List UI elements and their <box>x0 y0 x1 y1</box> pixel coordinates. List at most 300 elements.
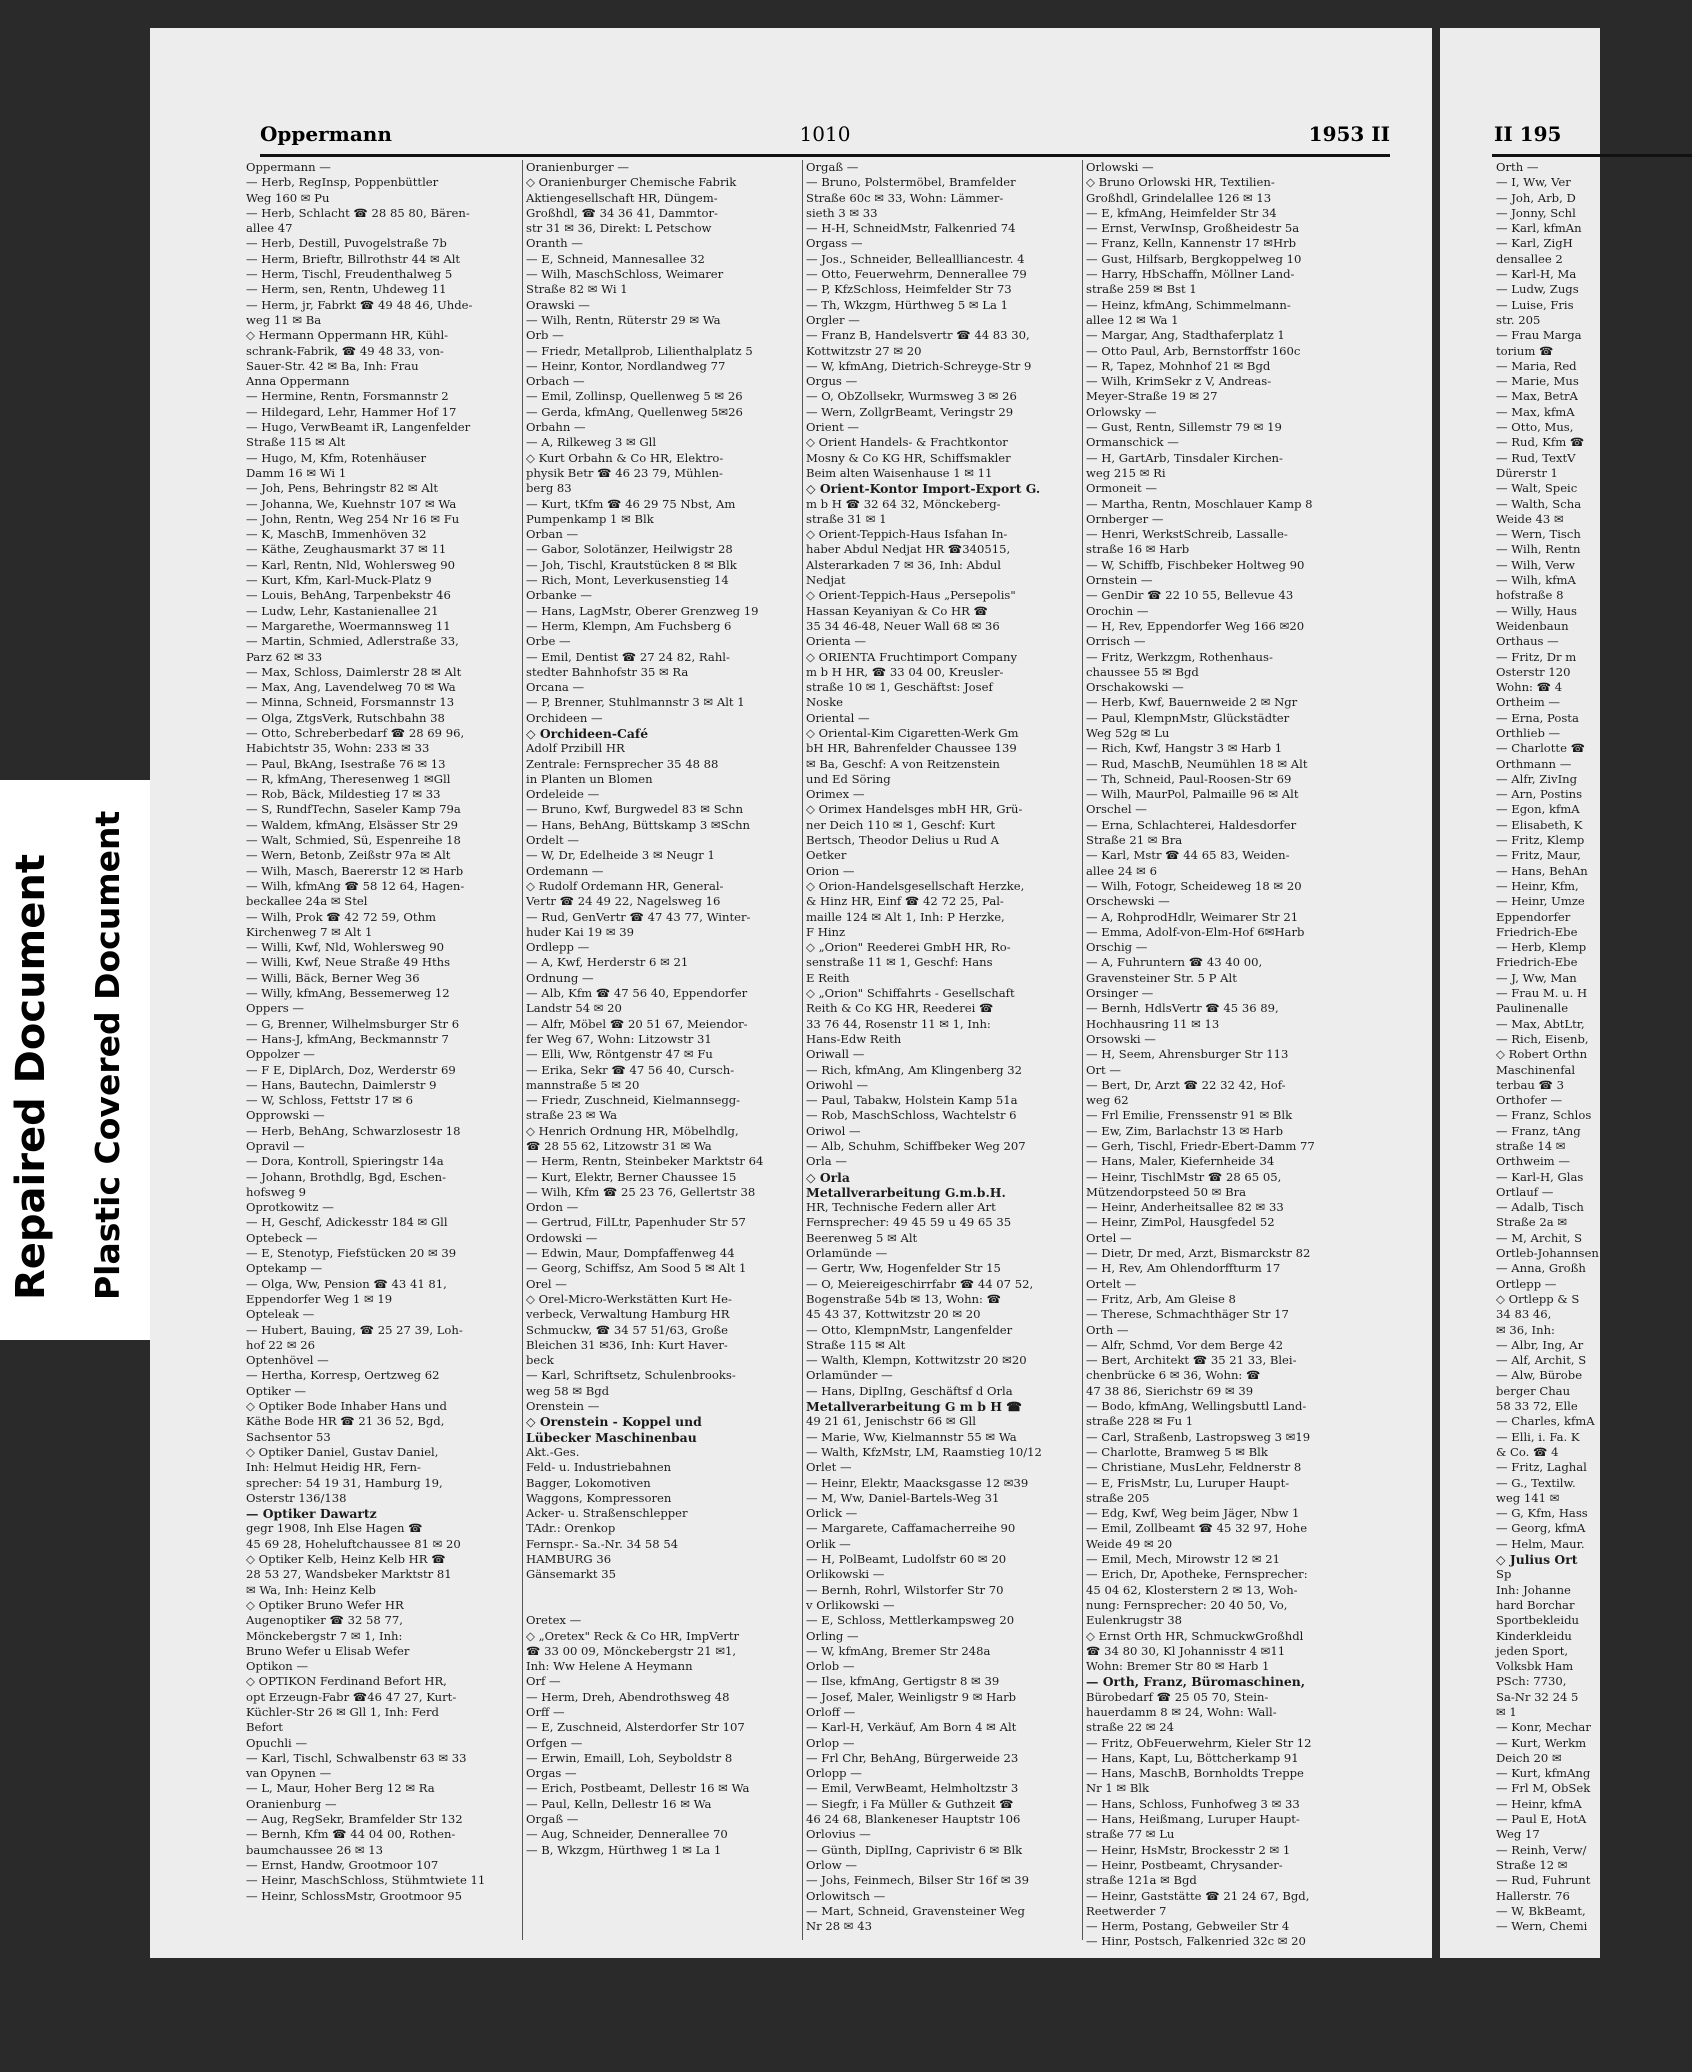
directory-entry-line: Hans-Edw Reith <box>806 1031 902 1046</box>
directory-entry-line: Akt.-Ges. <box>526 1444 580 1459</box>
directory-entry-line: 45 43 37, Kottwitzstr 20 ✉ 20 <box>806 1307 981 1322</box>
directory-entry-line: — Frau M. u. H <box>1496 986 1588 1001</box>
directory-entry-line: Beim alten Waisenhause 1 ✉ 11 <box>806 465 993 480</box>
directory-entry-line: — Alfr, Möbel ☎ 20 51 67, Meiendor- <box>526 1016 748 1031</box>
directory-entry-line: — Alfr, Schmd, Vor dem Berge 42 <box>1086 1337 1284 1352</box>
adjacent-page-header-text: II 195 <box>1494 122 1562 146</box>
directory-entry-line: — M, Archit, S <box>1496 1230 1583 1245</box>
directory-entry-line: ◇ Orchideen-Café <box>526 725 649 741</box>
directory-entry-line: — Fritz, Klemp <box>1496 833 1585 848</box>
directory-entry-line: Straße 12 ✉ <box>1496 1857 1568 1872</box>
directory-entry-line: Ornstein — <box>1086 573 1153 588</box>
directory-entry-line: Orlob — <box>806 1659 855 1674</box>
directory-entry-line: densallee 2 <box>1496 251 1563 266</box>
directory-entry-line: — Paul, BkAng, Isestraße 76 ✉ 13 <box>246 756 446 771</box>
directory-entry-line: Inh: Helmut Heidig HR, Fern- <box>246 1460 421 1475</box>
directory-entry-line: chenbrücke 6 ✉ 36, Wohn: ☎ <box>1086 1368 1261 1383</box>
directory-entry-line: — Herm, sen, Rentn, Uhdeweg 11 <box>246 282 447 297</box>
directory-entry-line: — R, kfmAng, Theresenweg 1 ✉Gll <box>246 771 451 786</box>
directory-entry-line: ☎ 34 80 30, Kl Johannisstr 4 ✉11 <box>1086 1643 1286 1658</box>
directory-entry-line: ◇ Hermann Oppermann HR, Kühl- <box>246 328 449 343</box>
directory-entry-line: Meyer-Straße 19 ✉ 27 <box>1086 389 1218 404</box>
directory-entry-line: Orchideen — <box>526 710 603 725</box>
directory-entry-line: Straße 115 ✉ Alt <box>246 435 346 450</box>
directory-entry-line: Friedrich-Ebe <box>1496 924 1578 939</box>
directory-entry-line: — Gerda, kfmAng, Quellenweg 5✉26 <box>526 404 743 419</box>
directory-entry-line: Käthe Bode HR ☎ 21 36 52, Bgd, <box>246 1414 445 1429</box>
directory-entry-line: 28 53 27, Wandsbeker Marktstr 81 <box>246 1567 452 1582</box>
directory-entry-line: Oriental — <box>806 710 870 725</box>
directory-page <box>150 28 1432 1958</box>
directory-entry-line: sprecher: 54 19 31, Hamburg 19, <box>246 1475 443 1490</box>
directory-entry-line: 33 76 44, Rosenstr 11 ✉ 1, Inh: <box>806 1016 991 1031</box>
directory-entry-line: Ormoneit — <box>1086 481 1157 496</box>
directory-entry-line: — H, Rev, Eppendorfer Weg 166 ✉20 <box>1086 618 1305 633</box>
directory-entry-line: hard Borchar <box>1496 1597 1575 1612</box>
directory-entry-line: Sa-Nr 32 24 5 <box>1496 1689 1579 1704</box>
directory-entry-line: Reith & Co KG HR, Reederei ☎ <box>806 1001 994 1016</box>
directory-entry-line: Maschinenfal <box>1496 1062 1576 1077</box>
directory-entry-line: weg 58 ✉ Bgd <box>526 1383 610 1398</box>
directory-entry-line: und Ed Söring <box>806 771 891 786</box>
directory-entry-line: — Gertrud, FilLtr, Papenhuder Str 57 <box>526 1215 746 1230</box>
directory-entry-line: Friedrich-Ebe <box>1496 955 1578 970</box>
directory-entry-line: — Heinr, MaschSchloss, Stühmtwiete 11 <box>246 1873 486 1888</box>
directory-entry-line: — Albr, Ing, Ar <box>1496 1337 1584 1352</box>
directory-entry-line: — Wern, Tisch <box>1496 527 1581 542</box>
directory-entry-line: — Bert, Dr, Arzt ☎ 22 32 42, Hof- <box>1086 1077 1286 1092</box>
directory-entry-line: Bleichen 31 ✉36, Inh: Kurt Haver- <box>526 1337 728 1352</box>
directory-entry-line: HR, Technische Federn aller Art <box>806 1200 996 1215</box>
directory-entry-line: m b H HR, ☎ 33 04 00, Kreusler- <box>806 664 1004 679</box>
directory-entry-line: — W, Schiffb, Fischbeker Holtweg 90 <box>1086 557 1305 572</box>
directory-entry-line: & Co. ☎ 4 <box>1496 1444 1559 1459</box>
directory-entry-line: ◇ Ortlepp & S <box>1496 1291 1580 1306</box>
directory-entry-line: — Hinr, Postsch, Falkenried 32c ✉ 20 <box>1086 1934 1306 1949</box>
directory-entry-line: Optiker — <box>246 1383 307 1398</box>
directory-entry-line: huder Kai 19 ✉ 39 <box>526 924 635 939</box>
directory-entry-line: — Paul E, HotA <box>1496 1812 1587 1827</box>
directory-entry-line: Orion — <box>806 863 855 878</box>
directory-entry-line: — W, Schloss, Fettstr 17 ✉ 6 <box>246 1093 414 1108</box>
directory-entry-line: Oprotkowitz — <box>246 1200 334 1215</box>
directory-entry-line: 45 69 28, Hoheluftchaussee 81 ✉ 20 <box>246 1536 461 1551</box>
directory-entry-line: — Rud, MaschB, Neumühlen 18 ✉ Alt <box>1086 756 1308 771</box>
directory-entry-line: Orban — <box>526 527 579 542</box>
directory-entry-line: Orsowski — <box>1086 1031 1156 1046</box>
directory-entry-line: Bogenstraße 54b ✉ 13, Wohn: ☎ <box>806 1291 1002 1306</box>
directory-entry-line: Orloff — <box>806 1704 856 1719</box>
directory-entry-line: weg 215 ✉ Ri <box>1086 465 1166 480</box>
directory-entry-line: Vertr ☎ 24 49 22, Nagelsweg 16 <box>526 894 721 909</box>
directory-entry-line: 46 24 68, Blankeneser Hauptstr 106 <box>806 1812 1021 1827</box>
directory-entry-line: ◇ ORIENTA Fruchtimport Company <box>806 649 1018 664</box>
directory-entry-line: — Wern, Chemi <box>1496 1919 1588 1934</box>
directory-entry-line: — Alfr, ZivIng <box>1496 771 1578 786</box>
directory-entry-line: ◇ „Orion" Reederei GmbH HR, Ro- <box>806 940 1011 955</box>
directory-entry-line: — Charles, kfmA <box>1496 1414 1595 1429</box>
directory-entry-line: Orthmann — <box>1496 756 1572 771</box>
directory-entry-line: Ortlepp — <box>1496 1276 1557 1291</box>
directory-entry-line: Augenoptiker ☎ 32 58 77, <box>246 1613 403 1628</box>
directory-entry-line: Orgass — <box>806 236 863 251</box>
directory-entry-line: straße 22 ✉ 24 <box>1086 1720 1174 1735</box>
directory-entry-line: Ortlauf — <box>1496 1184 1554 1199</box>
directory-entry-line: weg 141 ✉ <box>1496 1490 1560 1505</box>
directory-entry-line: v Orlikowski — <box>806 1597 895 1612</box>
directory-entry-line: — Frl Chr, BehAng, Bürgerweide 23 <box>806 1750 1019 1765</box>
directory-entry-line: — Ernst, Handw, Grootmoor 107 <box>246 1857 439 1872</box>
directory-entry-line: F Hinz <box>806 924 846 939</box>
directory-entry-line: ◇ Orla <box>806 1169 850 1185</box>
directory-entry-line: — Frl Emilie, Frenssenstr 91 ✉ Blk <box>1086 1108 1293 1123</box>
directory-entry-line: ◇ „Orion" Schiffahrts - Gesellschaft <box>806 986 1015 1001</box>
directory-entry-line: — Erich, Dr, Apotheke, Fernsprecher: <box>1086 1567 1308 1582</box>
directory-entry-line: Feld- u. Industriebahnen <box>526 1460 672 1475</box>
directory-entry-line: Orlamünder — <box>806 1368 893 1383</box>
directory-entry-line: — Ludw, Lehr, Kastanienallee 21 <box>246 603 439 618</box>
directory-entry-line: allee 12 ✉ Wa 1 <box>1086 312 1179 327</box>
directory-entry-line: Weg 160 ✉ Pu <box>246 190 330 205</box>
directory-entry-line: — Georg, Schiffsz, Am Sood 5 ✉ Alt 1 <box>526 1261 747 1276</box>
directory-entry-line: — Minna, Schneid, Forsmannstr 13 <box>246 695 455 710</box>
archive-stamp-panel <box>0 780 150 1340</box>
directory-entry-line: Eppendorfer Weg 1 ✉ 19 <box>246 1291 393 1306</box>
directory-entry-line: — A, Rilkeweg 3 ✉ Gll <box>526 435 657 450</box>
directory-entry-line: — Wern, ZollgrBeamt, Veringstr 29 <box>806 404 1014 419</box>
directory-entry-line: Orlovius — <box>806 1827 871 1842</box>
directory-entry-line: in Planten un Blomen <box>526 771 653 786</box>
directory-entry-line: ◇ Orenstein - Koppel und <box>526 1414 702 1430</box>
directory-entry-line: — Johanna, We, Kuehnstr 107 ✉ Wa <box>246 496 457 511</box>
directory-entry-line: — Franz B, Handelsvertr ☎ 44 83 30, <box>806 328 1030 343</box>
directory-entry-line: Mönckebergstr 7 ✉ 1, Inh: <box>246 1628 403 1643</box>
directory-entry-line: Weg 52g ✉ Lu <box>1086 725 1170 740</box>
directory-entry-line: ◇ Orient-Teppich-Haus Isfahan In- <box>806 527 1008 542</box>
directory-entry-line: — Heinr, Gaststätte ☎ 21 24 67, Bgd, <box>1086 1888 1310 1903</box>
directory-entry-line: — Hans, Schloss, Funhofweg 3 ✉ 33 <box>1086 1796 1300 1811</box>
directory-entry-line: — Gerh, Tischl, Friedr-Ebert-Damm 77 <box>1086 1139 1315 1153</box>
directory-entry-line: m b H ☎ 32 64 32, Mönckeberg- <box>806 496 1001 511</box>
directory-entry-line: schrank-Fabrik, ☎ 49 48 33, von- <box>246 343 444 358</box>
directory-entry-line: — Herm, Brieftr, Billrothstr 44 ✉ Alt <box>246 251 461 266</box>
directory-entry-line: — P, KfzSchloss, Heimfelder Str 73 <box>806 282 1012 297</box>
directory-entry-line: ◇ Optiker Daniel, Gustav Daniel, <box>246 1444 439 1459</box>
directory-entry-line: Parz 62 ✉ 33 <box>246 649 323 664</box>
directory-entry-line: Straße 2a ✉ <box>1496 1215 1568 1230</box>
directory-entry-line: — Hans-J, kfmAng, Beckmannstr 7 <box>246 1031 449 1046</box>
directory-entry-line: straße 23 ✉ Wa <box>526 1108 618 1123</box>
directory-entry-line: — Joh, Pens, Behringstr 82 ✉ Alt <box>246 481 439 496</box>
directory-entry-line: — Helm, Maur. <box>1496 1536 1585 1551</box>
directory-entry-line: Opravil — <box>246 1139 305 1153</box>
directory-entry-line: HAMBURG 36 <box>526 1552 612 1567</box>
directory-column-3 <box>806 160 1081 1940</box>
directory-entry-line: Bruno Wefer u Elisab Wefer <box>246 1643 410 1658</box>
directory-entry-line: ◇ Kurt Orbahn & Co HR, Elektro- <box>526 450 724 465</box>
directory-entry-line: — Walt, Speic <box>1496 481 1578 496</box>
adjacent-page-column <box>1496 160 1606 1940</box>
directory-entry-line: — Walt, Schmied, Sü, Espenreihe 18 <box>246 833 461 848</box>
directory-entry-line: Großhdl, Grindelallee 126 ✉ 13 <box>1086 190 1272 205</box>
directory-entry-line: — H, GartArb, Tinsdaler Kirchen- <box>1086 450 1283 465</box>
directory-entry-line: Orgas — <box>526 1766 577 1781</box>
directory-entry-line: opt Erzeugn-Fabr ☎46 47 27, Kurt- <box>246 1689 457 1704</box>
directory-entry-line: Orschig — <box>1086 940 1148 955</box>
directory-entry-line: beckallee 24a ✉ Stel <box>246 894 368 909</box>
directory-entry-line: Orthaus — <box>1496 634 1559 649</box>
directory-entry-line: ◇ Orient-Kontor Import-Export G. <box>806 481 1041 497</box>
directory-entry-line: Beerenweg 5 ✉ Alt <box>806 1230 918 1245</box>
directory-entry-line: bH HR, Bahrenfelder Chaussee 139 <box>806 741 1017 756</box>
directory-entry-line: Orient — <box>806 420 860 435</box>
directory-entry-line: — Karl, Schriftsetz, Schulenbrooks- <box>526 1368 736 1383</box>
directory-entry-line: Opteleak — <box>246 1307 315 1322</box>
page-header <box>260 116 1390 157</box>
directory-entry-line: haber Abdul Nedjat HR ☎340515, <box>806 542 1011 557</box>
directory-entry-line: — Max, Ang, Lavendelweg 70 ✉ Wa <box>246 680 456 695</box>
directory-entry-line: Orbanke — <box>526 588 593 603</box>
directory-entry-line: — Wern, Betonb, Zeißstr 97a ✉ Alt <box>246 848 451 863</box>
directory-entry-line <box>526 1598 801 1613</box>
adjacent-page-header <box>1492 116 1692 157</box>
directory-entry-line: ◇ Orion-Handelsgesellschaft Herzke, <box>806 878 1025 893</box>
directory-entry-line: — Frl M, ObSek <box>1496 1781 1591 1796</box>
directory-entry-line: — Kurt, Kfm, Karl-Muck-Platz 9 <box>246 573 432 588</box>
directory-entry-line: Orlowsky — <box>1086 404 1157 419</box>
directory-entry-line: beck <box>526 1353 554 1368</box>
directory-entry-line: — Alb, Kfm ☎ 47 56 40, Eppendorfer <box>526 986 748 1001</box>
directory-entry-line: — Jonny, Schl <box>1496 205 1576 220</box>
directory-entry-line: — Max, Schloss, Daimlerstr 28 ✉ Alt <box>246 664 462 679</box>
directory-entry-line: — Erika, Sekr ☎ 47 56 40, Cursch- <box>526 1062 735 1077</box>
directory-entry-line: — O, ObZollsekr, Wurmsweg 3 ✉ 26 <box>806 389 1017 404</box>
directory-entry-line: — Hans, Heißmang, Luruper Haupt- <box>1086 1812 1300 1827</box>
repaired-document-label: Repaired Document <box>8 854 54 1300</box>
directory-entry-line: — Heinr, TischlMstr ☎ 28 65 05, <box>1086 1169 1282 1184</box>
directory-entry-line: — S, RundfTechn, Saseler Kamp 79a <box>246 802 461 817</box>
directory-entry-line: — Dietr, Dr med, Arzt, Bismarckstr 82 <box>1086 1246 1311 1261</box>
directory-entry-line: — Margarethe, Woermannsweg 11 <box>246 618 451 633</box>
directory-entry-line: — W, Dr, Edelheide 3 ✉ Neugr 1 <box>526 848 715 863</box>
directory-entry-line: Orthofer — <box>1496 1093 1563 1108</box>
directory-entry-line: straße 228 ✉ Fu 1 <box>1086 1414 1194 1429</box>
directory-entry-line: — Heinr, Umze <box>1496 894 1585 909</box>
directory-entry-line: Orgler — <box>806 312 860 327</box>
directory-entry-line: allee 47 <box>246 221 293 236</box>
directory-entry-line: Mosny & Co KG HR, Schiffsmakler <box>806 450 1011 465</box>
directory-entry-line: — Maria, Red <box>1496 358 1577 373</box>
directory-entry-line: — Egon, kfmA <box>1496 802 1580 817</box>
directory-entry-line: — Georg, kfmA <box>1496 1521 1586 1536</box>
directory-entry-line: Oretex — <box>526 1613 582 1628</box>
directory-entry-line: Inh: Johanne <box>1496 1582 1571 1597</box>
directory-entry-line: — Franz, Schlos <box>1496 1108 1592 1123</box>
directory-entry-line: — Elisabeth, K <box>1496 817 1583 832</box>
directory-entry-line: ◇ „Oretex" Reck & Co HR, ImpVertr <box>526 1628 740 1643</box>
directory-entry-line: Inh: Ww Helene A Heymann <box>526 1659 693 1674</box>
directory-entry-line: Orschewski — <box>1086 894 1170 909</box>
directory-entry-line: — Hans, LagMstr, Oberer Grenzweg 19 <box>526 603 759 618</box>
directory-entry-line: — Olga, Ww, Pension ☎ 43 41 81, <box>246 1276 447 1291</box>
directory-entry-line: — Heinz, kfmAng, Schimmelmann- <box>1086 297 1291 312</box>
directory-entry-line: Schmuckw, ☎ 34 57 51/63, Große <box>526 1322 728 1337</box>
directory-entry-line: ✉ Wa, Inh: Heinz Kelb <box>246 1582 376 1597</box>
directory-entry-line: — E, kfmAng, Heimfelder Str 34 <box>1086 205 1277 220</box>
column-divider <box>1082 160 1083 1940</box>
directory-entry-line: — Ew, Zim, Barlachstr 13 ✉ Harb <box>1086 1123 1284 1138</box>
directory-entry-line: Orth — <box>1496 160 1539 174</box>
directory-entry-line: ◇ Optiker Bode Inhaber Hans und <box>246 1399 447 1414</box>
directory-entry-line: Sp <box>1496 1567 1512 1582</box>
directory-entry-line: — Karl-H, Ma <box>1496 267 1577 282</box>
directory-entry-line: — Ludw, Zugs <box>1496 282 1579 297</box>
directory-entry-line: — Herb, Klemp <box>1496 940 1587 955</box>
directory-entry-line: — Kurt, kfmAng <box>1496 1766 1591 1781</box>
directory-entry-line: — Willi, Kwf, Neue Straße 49 Hths <box>246 955 451 970</box>
directory-entry-line: — Franz, Kelln, Kannenstr 17 ✉Hrb <box>1086 236 1297 251</box>
directory-entry-line: — Fritz, Dr m <box>1496 649 1577 664</box>
directory-entry-line: Opuchli — <box>246 1735 308 1750</box>
directory-entry-line: Pumpenkamp 1 ✉ Blk <box>526 511 654 526</box>
directory-entry-line: Nr 1 ✉ Blk <box>1086 1781 1150 1796</box>
directory-entry-line: — H, PolBeamt, Ludolfstr 60 ✉ 20 <box>806 1552 1007 1567</box>
directory-entry-line: ✉ 36, Inh: <box>1496 1322 1555 1337</box>
directory-entry-line: — Elli, i. Fa. K <box>1496 1429 1580 1444</box>
directory-entry-line: — Emil, Dentist ☎ 27 24 82, Rahl- <box>526 649 730 664</box>
directory-entry-line: Bagger, Lokomotiven <box>526 1475 651 1490</box>
directory-entry-line: — Martin, Schmied, Adlerstraße 33, <box>246 634 459 649</box>
directory-entry-line: Optenhövel — <box>246 1353 329 1368</box>
directory-entry-line: — Ilse, kfmAng, Gertigstr 8 ✉ 39 <box>806 1674 1000 1689</box>
directory-entry-line: jeden Sport, <box>1496 1643 1569 1658</box>
directory-entry-line: — Fritz, Laghal <box>1496 1460 1587 1475</box>
directory-entry-line: — Hugo, M, Kfm, Rotenhäuser <box>246 450 427 465</box>
directory-entry-line: — Otto, Schreberbedarf ☎ 28 69 96, <box>246 725 465 740</box>
directory-entry-line: — Walth, Klempn, Kottwitzstr 20 ✉20 <box>806 1353 1027 1368</box>
directory-entry-line: — Otto Paul, Arb, Bernstorffstr 160c <box>1086 343 1301 358</box>
directory-entry-line: — Olga, ZtgsVerk, Rutschbahn 38 <box>246 710 445 725</box>
directory-entry-line: Optekamp — <box>246 1261 323 1276</box>
directory-entry-line: hauerdamm 8 ✉ 24, Wohn: Wall- <box>1086 1704 1277 1719</box>
directory-entry-line: Anna Oppermann <box>246 374 350 389</box>
directory-entry-line: ◇ Optiker Kelb, Heinz Kelb HR ☎ <box>246 1552 446 1567</box>
directory-entry-line: — Hans, DiplIng, Geschäftsf d Orla <box>806 1383 1013 1398</box>
directory-entry-line: — Wilh, kfmAng ☎ 58 12 64, Hagen- <box>246 878 465 893</box>
directory-entry-line: Kirchenweg 7 ✉ Alt 1 <box>246 924 373 939</box>
directory-entry-line: — Fritz, Maur, <box>1496 848 1581 863</box>
directory-entry-line: — Bernh, Kfm ☎ 44 04 00, Rothen- <box>246 1827 456 1842</box>
directory-entry-line: — Hans, BehAn <box>1496 863 1588 878</box>
directory-entry-line: ◇ OPTIKON Ferdinand Befort HR, <box>246 1674 447 1689</box>
directory-entry-line: — Orth, Franz, Büromaschinen, <box>1086 1674 1306 1690</box>
directory-entry-line: — Heinr, Postbeamt, Chrysander- <box>1086 1857 1283 1872</box>
directory-entry-line: — Edwin, Maur, Dompfaffenweg 44 <box>526 1246 735 1261</box>
directory-entry-line: 49 21 61, Jenischstr 66 ✉ Gll <box>806 1414 976 1429</box>
directory-entry-line: — Emil, VerwBeamt, Helmholtzstr 3 <box>806 1781 1019 1796</box>
directory-entry-line: Osterstr 136/138 <box>246 1490 347 1505</box>
directory-entry-line: berger Chau <box>1496 1383 1571 1398</box>
directory-entry-line: Oriwall — <box>806 1047 865 1062</box>
directory-entry-line: — Otto, Feuerwehrm, Dennerallee 79 <box>806 267 1027 282</box>
directory-entry-line: Sportbekleidu <box>1496 1613 1580 1628</box>
directory-entry-line: — Louis, BehAng, Tarpenbekstr 46 <box>246 588 451 603</box>
directory-entry-line: Oriwohl — <box>806 1077 869 1092</box>
directory-entry-line: Gänsemarkt 35 <box>526 1567 617 1582</box>
directory-entry-line: — Paul, KlempnMstr, Glückstädter <box>1086 710 1290 725</box>
directory-entry-line: — Anna, Großh <box>1496 1261 1586 1276</box>
directory-entry-line: — Rich, Mont, Leverkusenstieg 14 <box>526 573 729 588</box>
directory-entry-line: Orff — <box>526 1704 565 1719</box>
directory-entry-line: — Alb, Schuhm, Schiffbeker Weg 207 <box>806 1139 1026 1153</box>
directory-entry-line: ☎ 28 55 62, Litzowstr 31 ✉ Wa <box>526 1139 712 1153</box>
directory-entry-line: hofsweg 9 <box>246 1184 306 1199</box>
directory-entry-line: — Joh, Arb, D <box>1496 190 1576 205</box>
directory-entry-line: — Karl, Rentn, Nld, Wohlersweg 90 <box>246 557 455 572</box>
directory-entry-line: Ordeleide — <box>526 787 600 802</box>
directory-entry-line: — Friedr, Zuschneid, Kielmannsegg- <box>526 1093 741 1108</box>
directory-entry-line: Habichtstr 35, Wohn: 233 ✉ 33 <box>246 741 430 756</box>
directory-entry-line: — Christiane, MusLehr, Feldnerstr 8 <box>1086 1460 1302 1475</box>
directory-entry-line: — Emil, Zollbeamt ☎ 45 32 97, Hohe <box>1086 1521 1308 1536</box>
directory-entry-line: — Rob, MaschSchloss, Wachtelstr 6 <box>806 1108 1017 1123</box>
directory-entry-line: weg 62 <box>1086 1093 1129 1108</box>
directory-entry-line: — Hugo, VerwBeamt iR, Langenfelder <box>246 420 471 435</box>
adjacent-page-fragment <box>1440 28 1600 1958</box>
directory-entry-line: — Franz, tAng <box>1496 1123 1581 1138</box>
directory-entry-line: Orbahn — <box>526 420 586 435</box>
directory-entry-line: Oppolzer — <box>246 1047 315 1062</box>
directory-entry-line: Sachsentor 53 <box>246 1429 331 1444</box>
directory-entry-line: Weidenbaun <box>1496 618 1569 633</box>
directory-entry-line: ◇ Orient-Teppich-Haus „Persepolis" <box>806 588 1016 603</box>
directory-entry-line: ◇ Henrich Ordnung HR, Möbelhdlg, <box>526 1123 739 1138</box>
directory-entry-line: — Marie, Mus <box>1496 374 1579 389</box>
directory-entry-line: Adolf Przibill HR <box>526 741 625 756</box>
directory-entry-line: terbau ☎ 3 <box>1496 1077 1565 1092</box>
directory-entry-line: — Hans, MaschB, Bornholdts Treppe <box>1086 1766 1304 1781</box>
directory-entry-line: — Karl-H, Verkäuf, Am Born 4 ✉ Alt <box>806 1720 1017 1735</box>
page-number: 1010 <box>799 122 851 146</box>
directory-entry-line: ◇ Ernst Orth HR, SchmuckwGroßhdl <box>1086 1628 1304 1643</box>
directory-entry-line: maille 124 ✉ Alt 1, Inh: P Herzke, <box>806 909 1005 924</box>
directory-entry-line: — Alf, Archit, S <box>1496 1353 1587 1368</box>
directory-entry-line: — O, Meiereigeschirrfabr ☎ 44 07 52, <box>806 1276 1034 1291</box>
directory-entry-line: Damm 16 ✉ Wi 1 <box>246 465 347 480</box>
directory-entry-line: Bertsch, Theodor Delius u Rud A <box>806 833 1000 848</box>
directory-entry-line: — Konr, Mechar <box>1496 1720 1591 1735</box>
directory-entry-line: — Käthe, Zeughausmarkt 37 ✉ 11 <box>246 542 447 557</box>
directory-entry-line: Landstr 54 ✉ 20 <box>526 1001 622 1016</box>
directory-entry-line: — Aug, RegSekr, Bramfelder Str 132 <box>246 1812 463 1827</box>
directory-entry-line: — Martha, Rentn, Moschlauer Kamp 8 <box>1086 496 1313 511</box>
directory-entry-line: Orthweim — <box>1496 1154 1570 1169</box>
directory-entry-line: Orlowitsch — <box>806 1888 886 1903</box>
directory-entry-line: — Bodo, kfmAng, Wellingsbuttl Land- <box>1086 1399 1307 1414</box>
directory-entry-line: Orlopp — <box>806 1766 862 1781</box>
directory-entry-line: Noske <box>806 695 843 710</box>
directory-entry-line: — A, Kwf, Herderstr 6 ✉ 21 <box>526 955 689 970</box>
directory-entry-line: — Wilh, MaurPol, Palmaille 96 ✉ Alt <box>1086 787 1299 802</box>
directory-entry-line: — Wilh, Rentn, Rüterstr 29 ✉ Wa <box>526 312 721 327</box>
directory-entry-line: — Hans, Kapt, Lu, Böttcherkamp 91 <box>1086 1750 1299 1765</box>
directory-column-4 <box>1086 160 1361 1949</box>
directory-entry-line: straße 10 ✉ 1, Geschäftst: Josef <box>806 680 993 695</box>
directory-entry-line: — Jos., Schneider, Belleallliancestr. 4 <box>806 251 1025 266</box>
directory-entry-line: — H-H, SchneidMstr, Falkenried 74 <box>806 221 1016 236</box>
directory-entry-line: Orlik — <box>806 1536 851 1551</box>
directory-entry-line: — Gertr, Ww, Hogenfelder Str 15 <box>806 1261 1001 1276</box>
